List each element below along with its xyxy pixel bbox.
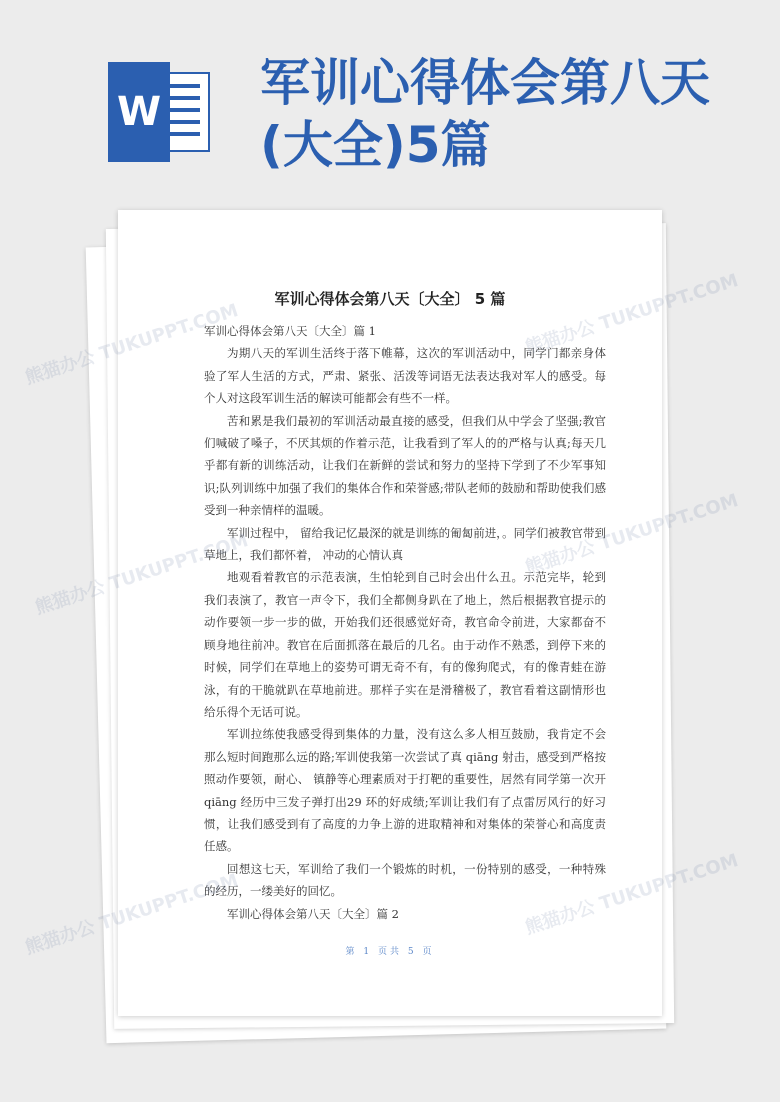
paragraph: 地观看着教官的示范表演，生怕轮到自己时会出什么丑。示范完毕，轮到我们表演了，教官一声令下，我们全都侧身趴在了地上，然后根据教官提示的动作要领一步一步的做，开始我们还很感觉好奇，教官命令前进，大家都奋不顾身地往前冲。教官在后面抓落在最后的几名。由于动作不熟悉，到停下来的时候，同学们在草地上的姿势可谓无奇不有，有的像狗爬式，有的像青蛙在游泳，有的干脆就趴在草地前进。那样子实在是滑稽极了，教官看着这副情形也给乐得个无话可说。 <box>204 570 606 719</box>
watermark: 熊猫办公 <box>32 576 108 619</box>
paragraph: 回想这七天，军训给了我们一个锻炼的时机，一份特别的感受，一种特殊的经历，一缕美好的回忆。 <box>204 861 606 899</box>
watermark: TUKUPPT.COM <box>597 490 741 555</box>
word-logo-icon <box>108 62 210 162</box>
watermark: 熊猫办公 <box>22 916 98 959</box>
watermark: TUKUPPT.COM <box>597 270 741 335</box>
document-body <box>204 320 606 925</box>
section-heading: 军训心得体会第八天〔大全〕篇 1 <box>204 324 376 338</box>
word-badge: W <box>108 62 170 162</box>
paragraph: 苦和累是我们最初的军训活动最直接的感受，但我们从中学会了坚强;教官们喊破了嗓子，不厌其烦的作着示范，让我看到了军人的的严格与认真;每天几乎都有新的训练活动，让我们在新鲜的尝试和努力的坚持下学到了不少军事知识;队列训练中加强了我们的集体合作和荣誉感;带队老师的鼓励和帮助使我们感受到一种亲情样的温暖。 <box>204 413 606 518</box>
paragraph: 军训拉练使我感受得到集体的力量，没有这么多人相互鼓励，我肯定不会那么短时间跑那么远的路;军训使我第一次尝试了真 qiāng 射击，感受到严格按照动作要领，耐心、 镇静等心理素质对于打靶的重要性，居然有同学第一次开 qiāng 经历中三发子弹打出29 环的好成绩;军训让我们有了点雷厉风行的好习惯，让我们感受到有了高度的力争上游的进取精神和对集体的荣誉心和高度责任感。 <box>204 727 606 854</box>
document-title: 军训心得体会第八天〔大全〕 5 篇 <box>274 290 506 308</box>
watermark: 熊猫办公 <box>22 346 98 389</box>
page-number: 第 1 页共 5 页 <box>345 947 435 957</box>
paragraph: 军训过程中， 留给我记忆最深的就是训练的匍匐前进，。同学们被教官带到草地上，我们都怀着， 冲动的心情认真 <box>204 525 606 563</box>
section-heading: 军训心得体会第八天〔大全〕篇 2 <box>227 906 399 921</box>
page-title: 军训心得体会第八天(大全)5篇 <box>260 54 710 174</box>
paragraph: 为期八天的军训生活终于落下帷幕，这次的军训活动中，同学门都亲身体验了军人生活的方式，严肃、紧张、活泼等词语无法表达我对军人的感受。每个人对这段军训生活的解读可能都会有些不一样。 <box>204 346 606 406</box>
document-page <box>118 210 662 1016</box>
